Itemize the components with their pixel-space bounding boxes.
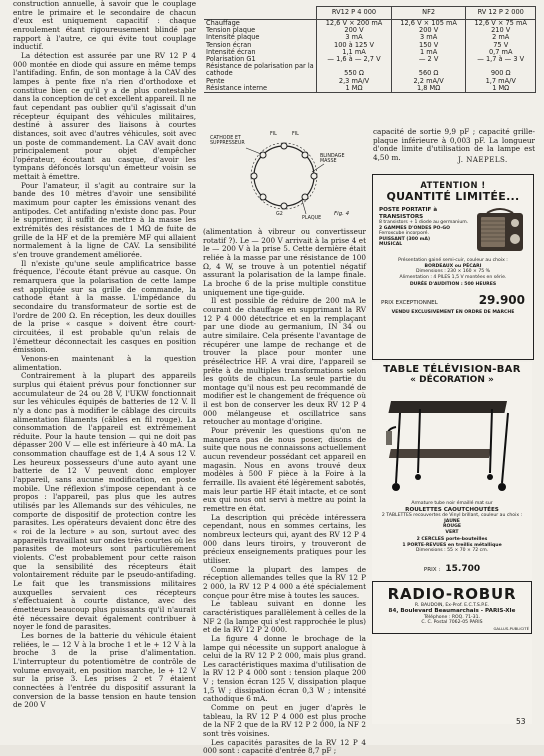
tv-bar-table-advertisement: TABLE TÉLÉVISION-BAR « DÉCORATION » Armature tube noir émaillé mat sur ROULETTES CAOUTCHOUTÉES 2 TABLETTES recouvertes de Vinyl brillant, couleur au choix : JAUNE ROUGE VERT 2 CERCLES porte-bouteilles 1 PORTE-REVUES en treillis métallique Dimensions : 55 × 70 × 72 cm. PRIX : 15.700 RADIO-ROBUR R. BAUDOIN, Ex-Prof. E.C.T.S.P.E. 84, Boulevard Beaumarchais - PARIS-XIe Téléphone : ROQ. 71-31. C. C. Postal 7062-05 PARIS GALLUS-PUBLICITÉ [372,362,532,724]
brand-name: RADIO-ROBUR [387,584,517,603]
ad-attention: ATTENTION ! [420,180,486,190]
label-g2: G2 [276,212,283,217]
ad-headline: TABLE TÉLÉVISION-BAR [383,364,521,375]
transistor-radio-advertisement: ATTENTION ! QUANTITÉ LIMITÉE... POSTE PORTATIF à TRANSISTORS 8 transistors + 1 diode au germanium. 2 GAMMES D'ONDES PO-GO Ferroxcube incorporé. PUISSANT (300 mA) MUSICAL Présentation gainé semi-cuir, couleur au choix : BORDEAUX ou PÉCARI Dimensions : 230 × 160 × 75 % Alimentation : 4 PILES 1,5 V montées en série. DURÉE D'AUDITION : 500 HEURES PRIX EXCEPTIONNEL 29.900 VENDU EXCLUSIVEMENT EN ORDRE DE MARCHE [372,174,534,360]
paragraph: Comme on peut en juger d'après le tableau, la RV 12 P 4 000 est plus proche de la NF 2 que de la RV 12 P 2 000, la NF 2 sont très voisines. [203,703,366,739]
paragraph: La figure 4 donne le brochage de la lampe qui nécessite un support analogue à celui de la RV 12 P 2 000, mais plus grand. Les caractéristiques maxima d'utilisation de la RV 12 P 4 000 sont : tension plaque 200 V ; tension écran 125 V, dissipation plaque 1,5 W ; dissipation écran 0,3 W ; intensité cathodique 6 mA. [203,633,366,704]
ad-subheadline: « DÉCORATION » [410,375,494,385]
ad-product: POSTE PORTATIF à TRANSISTORS [379,207,438,220]
article-column-2 [203,228,366,756]
figure-caption: Fig. 4 [334,211,350,217]
paragraph: Il n'existe qu'une seule amplificatrice basse fréquence, l'écoute étant prévue au casque. On remarquera que la polarisation de cette lampe est appliquée sur sa grille de commande, la cathode étant à la masse. L'impédance du secondaire du transformateur de sortie est de l'ordre de 200 Ω. En réception, les deux douilles de la prise « casque » doivent être court-circuitées, il est probable qu'un relais de l'émetteur déconnectait les casques en position émission. [13,258,196,355]
ad-price: 15.700 [445,563,481,574]
paragraph: Il est possible de réduire de 200 mA le courant de chauffage en supprimant la RV 12 P 4 000 détectrice et en la remplaçant par une diode au germanium, IN 34 ou autre similaire. Cela présente l'avantage de récupérer une lampe de rechange et de trouver la place pour monter une présélectrice HF. A vrai dire, l'appareil se prête à de multiples transformations selon les goûts de chacun. La seule partie du montage qu'il nous est peu recommandé de modifier est le changement de fréquence où il est bon de conserver les deux RV 12 P 4 000 mélangeuse et oscillatrice sans retoucher au montage d'origine. [203,296,366,427]
label-fil: FIL [292,132,299,137]
paragraph: Les capacités parasites de la RV 12 P 4 000 sont : capacité d'entrée 8,7 pF ; [203,737,366,756]
values-rv12p2000: 12,6 V × 75 mA 210 V 2 mA 75 V 0,7 mA — 1,7 à — 3 V 900 Ω 1,7 mA/V 1 MΩ [466,20,536,93]
page-number: 53 [516,717,526,726]
paragraph: (alimentation à vibreur ou convertisseur rotatif ?). Le — 200 V arrivait à la prise 4 et le — 200 V à la prise 5. Cette dernière était reliée à la masse par une résistance de 100 Ω, 4 W, se trouve à un potentiel négatif assurant la polarisation de la lampe finale. La broche 6 de la prise multiple constitue uniquement une tige-guide. [203,227,366,297]
values-nf2: 12,6 V × 105 mA 200 V 3 mA 150 V 1 mA — 2 V 560 Ω 2,2 mA/V 1,8 MΩ [391,20,466,93]
row-labels: Chauffage Tension plaque Intensité plaque Tension écran Intensité écran Polarisation G1 Résistance de polarisation par la cathode Pente Résistance interne [204,20,317,93]
values-rv12p4000: 12,6 V × 200 mA 200 V 3 mA 100 à 125 V 1,1 mA — 1,6 à — 2,7 V 550 Ω 2,3 mA/V 1 MΩ [317,20,392,93]
paragraph: capacité de sortie 9,9 pF ; capacité grille-plaque inférieure à 0,003 pF. La longueur d'onde limite d'utilisation de la lampe est 4,50 m. [373,127,535,162]
tube-characteristics-table [204,6,536,121]
column-header: RV 12 P 2 000 [466,7,536,20]
radio-image [473,207,527,255]
paragraph: Contrairement à la plupart des appareils surplus qui étaient prévus pour fonctionner sur accumulateur de 24 ou 28 V, l'UKW fonctionnait sur les véhicules équipés de batteries de 12 V. Il n'y a donc pas à modifier le câblage des circuits alimentation filaments (câbles en fil rouge). La consommation de l'appareil est extrêmement réduite. Pour la haute tension — qui ne doit pas dépasser 200 V — elle est inférieure à 40 mA. La consommation chauffage est de 1,4 A sous 12 V. Les heureux possesseurs d'une auto ayant une batterie de 12 V peuvent donc employer l'appareil, sans aucune modification, en poste mobile. Une réflexion s'impose cependant à ce propos : l'appareil, pas plus que les autres utilisés par les Allemands sur des véhicules, ne comporte de dispositif de protection contre les parasites. Les opérateurs devaient donc être des « roi de la lecture » au son, surtout avec des appareils travaillant sur ondes très courtes où les parasites de moteurs sont particulièrement violents. C'est probablement pour cette raison que la sensibilité des récepteurs était volontairement réduite par le pseudo-antifading. Le fait que les transmissions militaires auxquelles servaient ces récepteurs s'effectuaient à courte distance, avec des émetteurs beaucoup plus puissants qu'il n'aurait été nécessaire devait également contribuer à noyer le fond de parasites. [13,371,196,632]
paragraph: Les bornes de la batterie du véhicule étaient reliées, le — 12 V à la broche 1 et le + 12 V à la broche 3 de la prise d'alimentation. L'interrupteur du potentiomètre de contrôle de volume envoyait, en position marche, le + 12 V sur la prise 3. Les prises 2 et 7 étaient connectées à l'entrée du dispositif assurant la conversion de la basse tension en haute tension de 200 V [13,630,196,710]
ad-headline: QUANTITÉ LIMITÉE... [386,190,520,203]
label-plaque: PLAQUE [302,216,322,221]
label-cathode: CATHODE ET SUPPRESSEUR [210,136,245,146]
paragraph: Venons-en maintenant à la question alimentation. [13,353,196,372]
column-header: RV12 P 4 000 [317,7,392,20]
article-column-1 [13,0,196,710]
paragraph: Pour l'amateur, il s'agit au contraire sur la bande des 10 mètres d'avoir une sensibilité maximum pour capter les émissions venant des antipodes. Cet antifading n'existe donc pas. Pour le supprimer, il suffit de mettre à la masse les extrémités des résistances de 1 MΩ de fuite de grille de la HF et de la première MF qui allaient normalement à la ligne de CAV. La sensibilité s'en trouve grandement améliorée. [13,180,196,260]
tube-pinout-figure [206,128,364,228]
label-fil: FIL [270,132,277,137]
tv-table-image [374,387,530,497]
paragraph: Comme la plupart des lampes de réception allemandes telles que la RV 12 P 2 000, la RV 12 P 4 000 a été spécialement conçue pour être mise à toutes les sauces. [203,564,366,600]
paragraph: construction annuelle, à savoir que le couplage entre le primaire et le secondaire de chacun d'eux est uniquement capacitif : chaque enroulement étant rigoureusement blindé par rapport à l'autre, ce qui évite tout couplage inductif. [13,0,196,52]
author-signature: J. NAEPELS. [458,156,508,164]
column-header: NF2 [391,7,466,20]
paragraph: La description qui précède intéressera cependant, nous en sommes certains, les nombreux lecteurs qui, ayant des RV 12 P 4 000 dans leurs tiroirs, y trouveront de précieux enseignements pratiques pour les utiliser. [203,512,366,565]
brand-address: 84, Boulevard Beaumarchais - PARIS-XIe [388,608,516,615]
paragraph: Pour prévenir les questions qu'on ne manquera pas de nous poser, disons de suite que nous ne connaissons actuellement aucun revendeur possédant cet appareil en magasin. Nous en avons trouvé deux modèles à 500 F pièce à la Foire à la ferraille. Ils avaient été légèrement sabotés, mais leur partie HF était intacte, et ce sont eux qui nous ont servi à mettre au point la remettre en état. [203,426,366,513]
paragraph: La détection est assurée par une RV 12 P 4 000 montée en diode qui assure en même temps l'antifading. Enfin, de son montage à la CAV des lampes à pente fixe n'a rien d'orthodoxe et constitue bien ce qu'il y a de plus contestable dans la conception de cet excellent appareil. Il ne faut cependant pas oublier qu'il s'agissait d'un récepteur équipant des véhicules militaires, destiné à assurer des liaisons à courtes distances, soit avec d'autres véhicules, soit avec un poste de commandement. La CAV avait donc principalement pour objet d'empêcher l'opérateur, écoutant au casque, d'avoir les tympans défoncés lorsqu'un émetteur voisin se mettait à émettre. [13,50,196,182]
paragraph: Le tableau suivant en donne les caractéristiques parallèlement à celles de la NF 2 (la lampe qui s'est rapprochée le plus) et de la RV 12 P 2 000. [203,599,366,635]
ad-price-label: PRIX EXCEPTIONNEL [381,299,438,306]
label-blindage: BLINDAGE MASSE [320,154,345,164]
article-column-3-end [373,128,535,163]
ad-price: 29.900 [478,292,525,307]
